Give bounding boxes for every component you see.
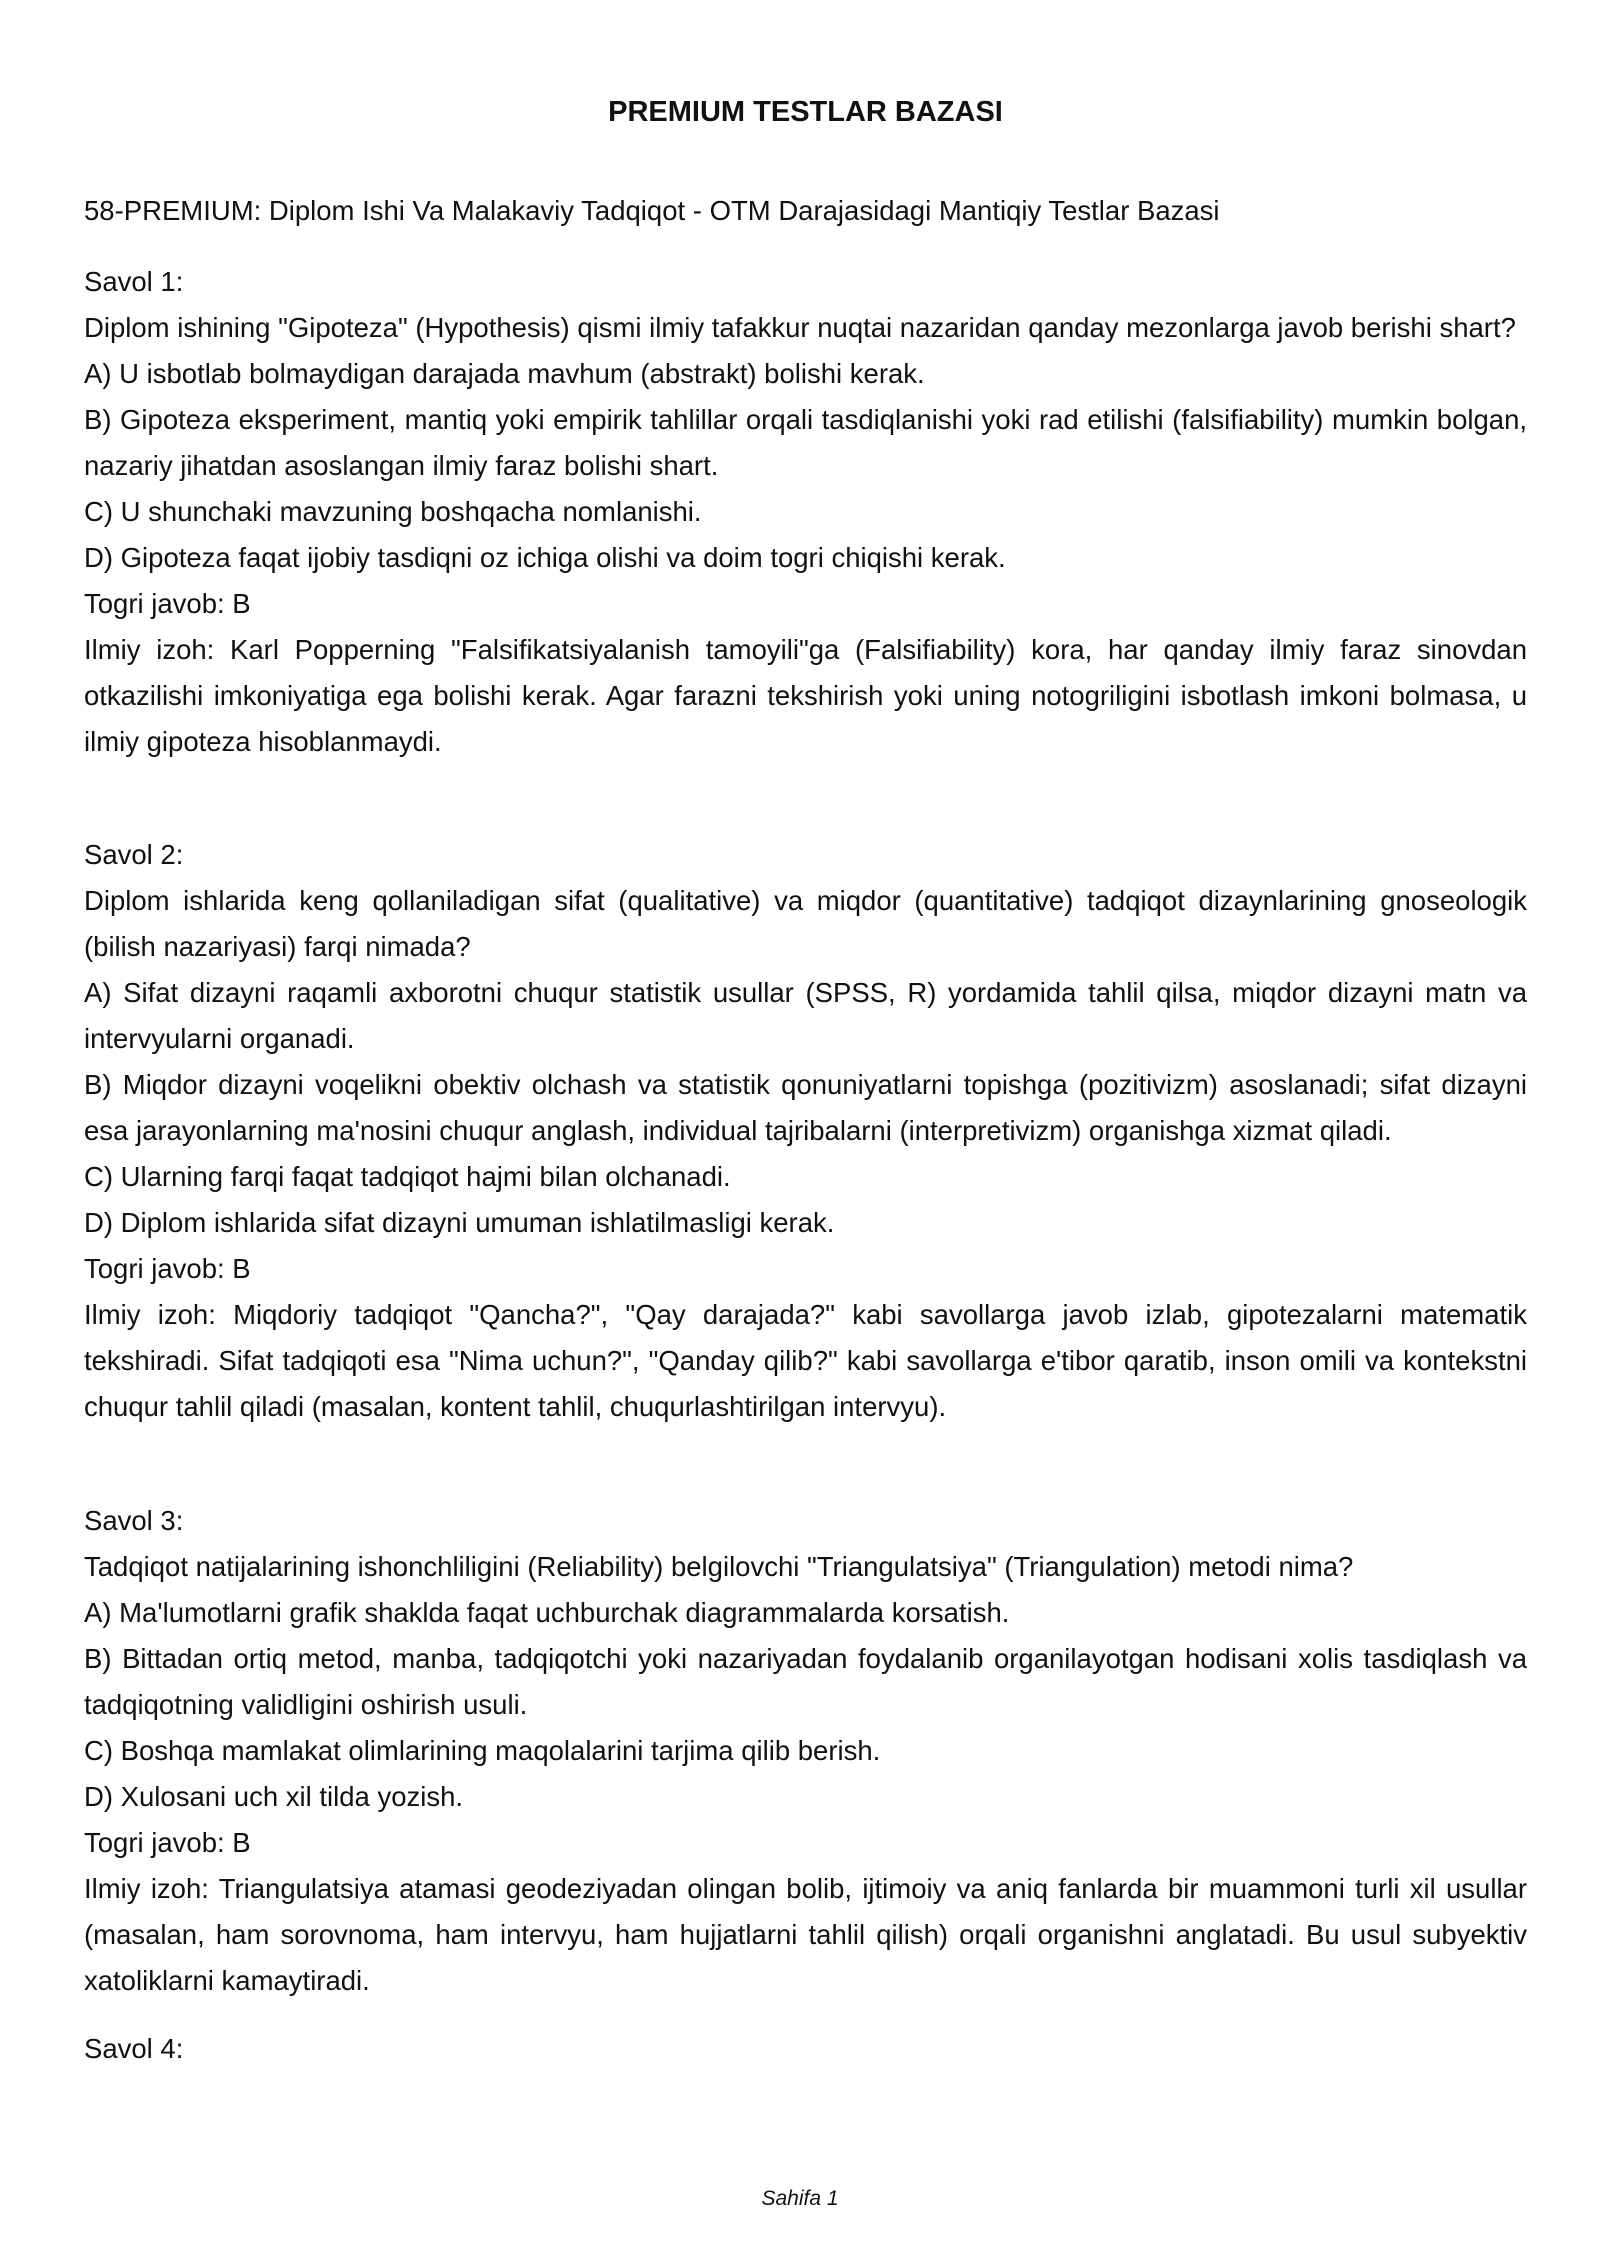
question-text: Diplom ishlarida keng qollaniladigan sifat (qualitative) va miqdor (quantitative) tadqiqot dizaynlarining gnoseologik (bilish nazariyasi) farqi nimada? — [84, 885, 1527, 962]
option-d: D) Gipoteza faqat ijobiy tasdiqni oz ichiga olishi va doim togri chiqishi kerak. — [84, 542, 1006, 573]
document-subtitle: 58-PREMIUM: Diplom Ishi Va Malakaviy Tadqiqot - OTM Darajasidagi Mantiqiy Testlar Bazasi — [84, 195, 1220, 226]
correct-answer: Togri javob: B — [84, 1827, 251, 1858]
page-number: Sahifa 1 — [761, 2187, 839, 2210]
correct-answer: Togri javob: B — [84, 588, 251, 619]
question-label: Savol 2: — [84, 839, 184, 870]
page-title: PREMIUM TESTLAR BAZASI — [608, 96, 1003, 128]
correct-answer: Togri javob: B — [84, 1253, 251, 1284]
explanation: Ilmiy izoh: Karl Popperning "Falsifikatsiyalanish tamoyili"ga (Falsifiability) kora, har qanday ilmiy faraz sinovdan otkazilishi imkoniyatiga ega bolishi kerak. Agar farazni tekshirish yoki uning notogriligini isbotlash imkoni bolmasa, u ilmiy gipoteza hisoblanmaydi. — [84, 634, 1527, 757]
question-text: Tadqiqot natijalarining ishonchliligini (Reliability) belgilovchi "Triangulatsiya" (Triangulation) metodi nima? — [84, 1551, 1354, 1582]
option-c: C) Ularning farqi faqat tadqiqot hajmi bilan olchanadi. — [84, 1161, 731, 1192]
option-a: A) U isbotlab bolmaydigan darajada mavhum (abstrakt) bolishi kerak. — [84, 358, 925, 389]
option-b: B) Miqdor dizayni voqelikni obektiv olchash va statistik qonuniyatlarni topishga (pozitivizm) asoslanadi; sifat dizayni esa jarayonlarning ma'nosini chuqur anglash, individual tajribalarni (interpretivizm) organishga xizmat qiladi. — [84, 1069, 1527, 1146]
option-a: A) Sifat dizayni raqamli axborotni chuqur statistik usullar (SPSS, R) yordamida tahlil qilsa, miqdor dizayni matn va intervyularni organadi. — [84, 977, 1527, 1054]
option-b: B) Bittadan ortiq metod, manba, tadqiqotchi yoki nazariyadan foydalanib organilayotgan hodisani xolis tasdiqlash va tadqiqotning validligini oshirish usuli. — [84, 1643, 1527, 1720]
option-d: D) Diplom ishlarida sifat dizayni umuman ishlatilmasligi kerak. — [84, 1207, 835, 1238]
question-label: Savol 4: — [84, 2033, 184, 2064]
option-b: B) Gipoteza eksperiment, mantiq yoki empirik tahlillar orqali tasdiqlanishi yoki rad etilishi (falsifiability) mumkin bolgan, nazariy jihatdan asoslangan ilmiy faraz bolishi shart. — [84, 404, 1527, 481]
question-block-3 — [84, 1498, 1527, 2004]
question-label: Savol 3: — [84, 1505, 184, 1536]
question-text: Diplom ishining "Gipoteza" (Hypothesis) qismi ilmiy tafakkur nuqtai nazaridan qanday mezonlarga javob berishi shart? — [84, 312, 1516, 343]
option-c: C) Boshqa mamlakat olimlarining maqolalarini tarjima qilib berish. — [84, 1735, 881, 1766]
option-c: C) U shunchaki mavzuning boshqacha nomlanishi. — [84, 496, 702, 527]
question-block-1 — [84, 259, 1527, 765]
explanation: Ilmiy izoh: Miqdoriy tadqiqot "Qancha?", "Qay darajada?" kabi savollarga javob izlab, gipotezalarni matematik tekshiradi. Sifat tadqiqoti esa "Nima uchun?", "Qanday qilib?" kabi savollarga e'tibor qaratib, inson omili va kontekstni chuqur tahlil qiladi (masalan, kontent tahlil, chuqurlashtirilgan intervyu). — [84, 1299, 1527, 1422]
option-d: D) Xulosani uch xil tilda yozish. — [84, 1781, 464, 1812]
option-a: A) Ma'lumotlarni grafik shaklda faqat uchburchak diagrammalarda korsatish. — [84, 1597, 1010, 1628]
question-block-2 — [84, 832, 1527, 1430]
explanation: Ilmiy izoh: Triangulatsiya atamasi geodeziyadan olingan bolib, ijtimoiy va aniq fanlarda bir muammoni turli xil usullar (masalan, ham sorovnoma, ham intervyu, ham hujjatlarni tahlil qilish) orqali organishni anglatadi. Bu usul subyektiv xatoliklarni kamaytiradi. — [84, 1873, 1527, 1996]
question-label: Savol 1: — [84, 266, 184, 297]
question-block-4 — [84, 2026, 1527, 2072]
